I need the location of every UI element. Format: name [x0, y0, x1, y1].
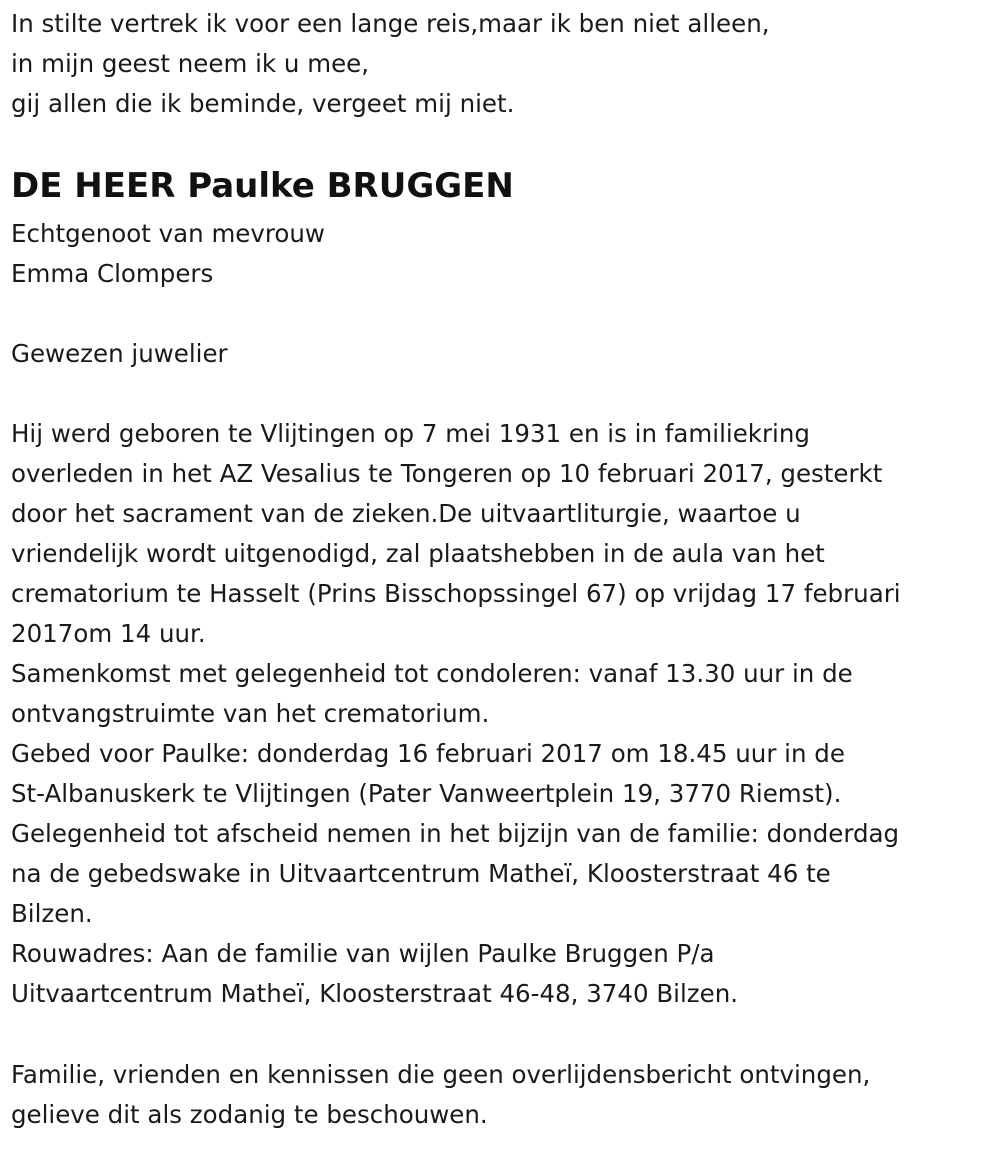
- body-line: Rouwadres: Aan de familie van wijlen Paulke Bruggen P/a: [11, 939, 715, 968]
- body-line: 2017om 14 uur.: [11, 619, 206, 648]
- body-line: na de gebedswake in Uitvaartcentrum Matheï, Kloosterstraat 46 te: [11, 859, 831, 888]
- spouse-line: Echtgenoot van mevrouw: [11, 219, 325, 248]
- closing-note: [11, 1055, 870, 1135]
- body-line: Gelegenheid tot afscheid nemen in het bijzijn van de familie: donderdag: [11, 819, 900, 848]
- body-line: Hij werd geboren te Vlijtingen op 7 mei 1931 en is in familiekring: [11, 419, 810, 448]
- body-line: St-Albanuskerk te Vlijtingen (Pater Vanweertplein 19, 3770 Riemst).: [11, 779, 842, 808]
- body-line: overleden in het AZ Vesalius te Tongeren op 10 februari 2017, gesterkt: [11, 459, 883, 488]
- poem: [11, 4, 770, 124]
- body-line: vriendelijk wordt uitgenodigd, zal plaatshebben in de aula van het: [11, 539, 825, 568]
- body-line: ontvangstruimte van het crematorium.: [11, 699, 490, 728]
- announcement-body: [11, 414, 901, 1014]
- body-line: door het sacrament van de zieken.De uitvaartliturgie, waartoe u: [11, 499, 801, 528]
- spouse-info: [11, 214, 325, 294]
- spouse-line: Emma Clompers: [11, 259, 214, 288]
- body-line: Gebed voor Paulke: donderdag 16 februari 2017 om 18.45 uur in de: [11, 739, 845, 768]
- poem-line: in mijn geest neem ik u mee,: [11, 49, 370, 78]
- body-line: Samenkomst met gelegenheid tot condoleren: vanaf 13.30 uur in de: [11, 659, 853, 688]
- profession: [11, 334, 228, 374]
- poem-line: gij allen die ik beminde, vergeet mij niet.: [11, 89, 515, 118]
- body-line: Uitvaartcentrum Matheï, Kloosterstraat 46-48, 3740 Bilzen.: [11, 979, 739, 1008]
- closing-line: Familie, vrienden en kennissen die geen overlijdensbericht ontvingen,: [11, 1060, 871, 1089]
- body-line: Bilzen.: [11, 899, 93, 928]
- poem-line: In stilte vertrek ik voor een lange reis,maar ik ben niet alleen,: [11, 9, 770, 38]
- deceased-name: DE HEER Paulke BRUGGEN: [11, 166, 514, 206]
- closing-line: gelieve dit als zodanig te beschouwen.: [11, 1100, 488, 1129]
- profession-line: Gewezen juwelier: [11, 339, 228, 368]
- body-line: crematorium te Hasselt (Prins Bisschopssingel 67) op vrijdag 17 februari: [11, 579, 901, 608]
